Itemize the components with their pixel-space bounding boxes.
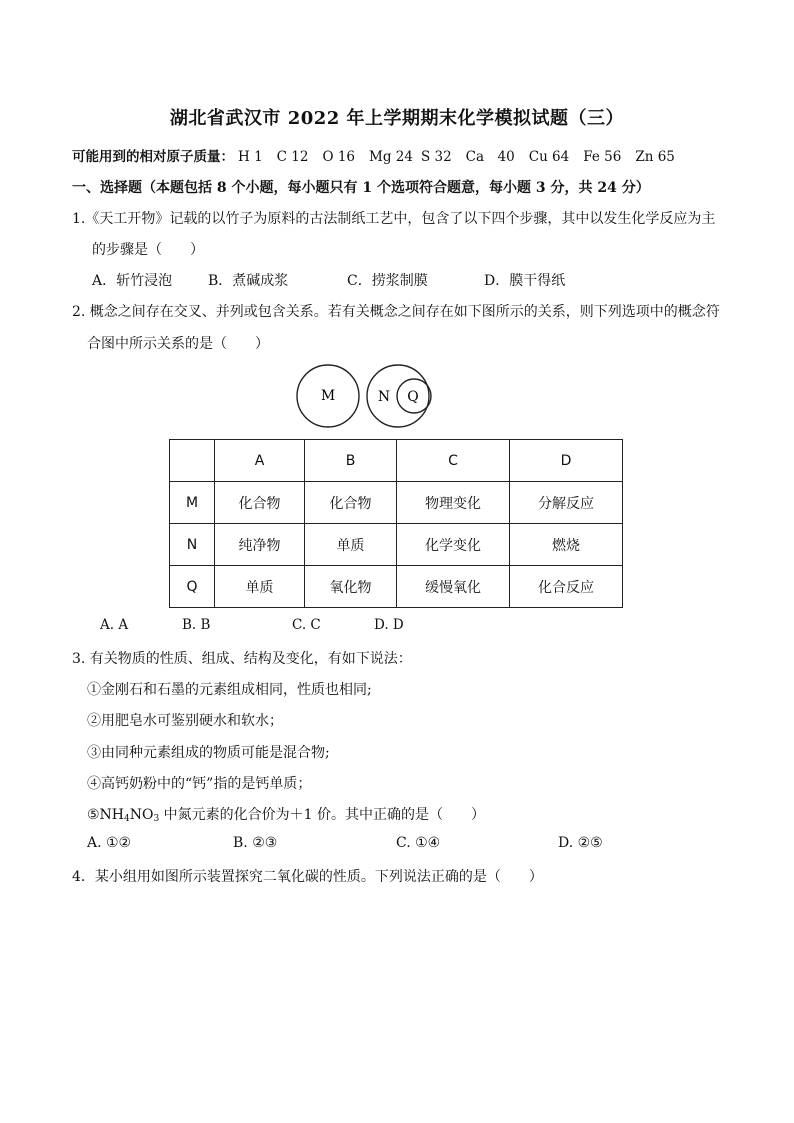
option-d[interactable]: D. D — [374, 617, 404, 633]
venn-diagram — [290, 362, 440, 432]
option-d[interactable]: D. ②⑤ — [558, 835, 603, 851]
formula-part: NO — [129, 807, 154, 823]
question-1-options — [0, 270, 794, 290]
statement-2: ②用肥皂水可鉴别硬水和软水； — [87, 713, 283, 729]
table-cell: 化学变化 — [397, 524, 510, 566]
option-b[interactable]: B. B — [182, 617, 211, 633]
atomic-mass-item: Ca 40 — [465, 149, 515, 165]
atomic-mass-item: Zn 65 — [635, 149, 675, 165]
atomic-mass-item: S 32 — [420, 149, 452, 165]
table-cell: 化合物 — [215, 482, 305, 524]
option-c[interactable]: C. ①④ — [396, 835, 441, 851]
table-header-cell: B — [305, 440, 397, 482]
table-cell: 单质 — [305, 524, 397, 566]
venn-label-q: Q — [407, 389, 419, 405]
statement-5 — [87, 804, 485, 824]
table-cell: 物理变化 — [397, 482, 510, 524]
question-1-line-2: 的步骤是（ ） — [92, 242, 204, 258]
table-header-cell: C — [397, 440, 510, 482]
question-2-options — [0, 617, 794, 637]
table-row — [170, 482, 623, 524]
table-row-label: N — [170, 524, 215, 566]
option-a[interactable]: A．斩竹浸泡 — [92, 273, 173, 289]
table-header-row — [170, 440, 623, 482]
table-row — [170, 566, 623, 608]
venn-circle-n — [367, 365, 429, 427]
atomic-mass-item: Cu 64 — [528, 149, 570, 165]
option-b[interactable]: B. ②③ — [233, 835, 278, 851]
venn-label-m: M — [320, 388, 336, 404]
table-header-cell: D — [510, 440, 623, 482]
table-header-cell — [170, 440, 215, 482]
table-cell: 纯净物 — [215, 524, 305, 566]
atomic-mass-item: H 1 — [238, 149, 263, 165]
option-c[interactable]: C. C — [292, 617, 321, 633]
table-header-cell: A — [215, 440, 305, 482]
question-2-line-1: 2. 概念之间存在交叉、并列或包含关系。若有关概念之间存在如下图所示的关系，则下列选项中的概念符 — [72, 304, 720, 320]
concept-table — [169, 439, 623, 608]
option-c[interactable]: C．捞浆制膜 — [347, 273, 428, 289]
table-cell: 分解反应 — [510, 482, 623, 524]
atomic-mass-item: C 12 — [276, 149, 309, 165]
page-title: 湖北省武汉市 2022 年上学期期末化学模拟试题（三） — [169, 108, 625, 129]
formula-subscript: 4 — [124, 814, 130, 824]
venn-label-n: N — [377, 389, 391, 405]
table-cell: 单质 — [215, 566, 305, 608]
atomic-mass-item: Mg 24 — [369, 149, 413, 165]
question-3-line-1: 3. 有关物质的性质、组成、结构及变化，有如下说法： — [72, 651, 412, 667]
table-cell: 燃烧 — [510, 524, 623, 566]
table-row — [170, 524, 623, 566]
atomic-mass-line — [72, 145, 689, 165]
question-2-line-2: 合图中所示关系的是（ ） — [87, 336, 269, 352]
option-d[interactable]: D．膜干得纸 — [484, 273, 566, 289]
atomic-mass-label: 可能用到的相对原子质量： — [72, 149, 234, 165]
table-cell: 化合反应 — [510, 566, 623, 608]
table-cell: 化合物 — [305, 482, 397, 524]
question-1-line-1: 1.《天工开物》记载的以竹子为原料的古法制纸工艺中，包含了以下四个步骤，其中以发生化学反应为主 — [72, 211, 716, 227]
atomic-mass-item: O 16 — [322, 149, 356, 165]
table-cell: 缓慢氧化 — [397, 566, 510, 608]
section-heading: 一、选择题（本题包括 8 个小题，每小题只有 1 个选项符合题意，每小题 3 分，共 24 分） — [72, 180, 650, 196]
question-3-options — [0, 835, 794, 855]
statement-5-text: 中氮元素的化合价为＋1 价。其中正确的是（ ） — [159, 807, 486, 823]
option-a[interactable]: A. ①② — [87, 835, 132, 851]
table-cell: 氧化物 — [305, 566, 397, 608]
option-b[interactable]: B．煮碱成浆 — [208, 273, 289, 289]
atomic-mass-item: Fe 56 — [583, 149, 622, 165]
statement-4: ④高钙奶粉中的“钙”指的是钙单质； — [87, 776, 312, 792]
question-4-line-1: 4．某小组用如图所示装置探究二氧化碳的性质。下列说法正确的是（ ） — [72, 869, 543, 885]
table-row-label: M — [170, 482, 215, 524]
option-a[interactable]: A. A — [100, 617, 129, 633]
statement-3: ③由同种元素组成的物质可能是混合物; — [87, 745, 330, 761]
formula-subscript: 3 — [153, 814, 160, 824]
statement-1: ①金刚石和石墨的元素组成相同，性质也相同; — [87, 682, 372, 698]
table-row-label: Q — [170, 566, 215, 608]
formula-part: ⑤NH — [87, 807, 125, 823]
